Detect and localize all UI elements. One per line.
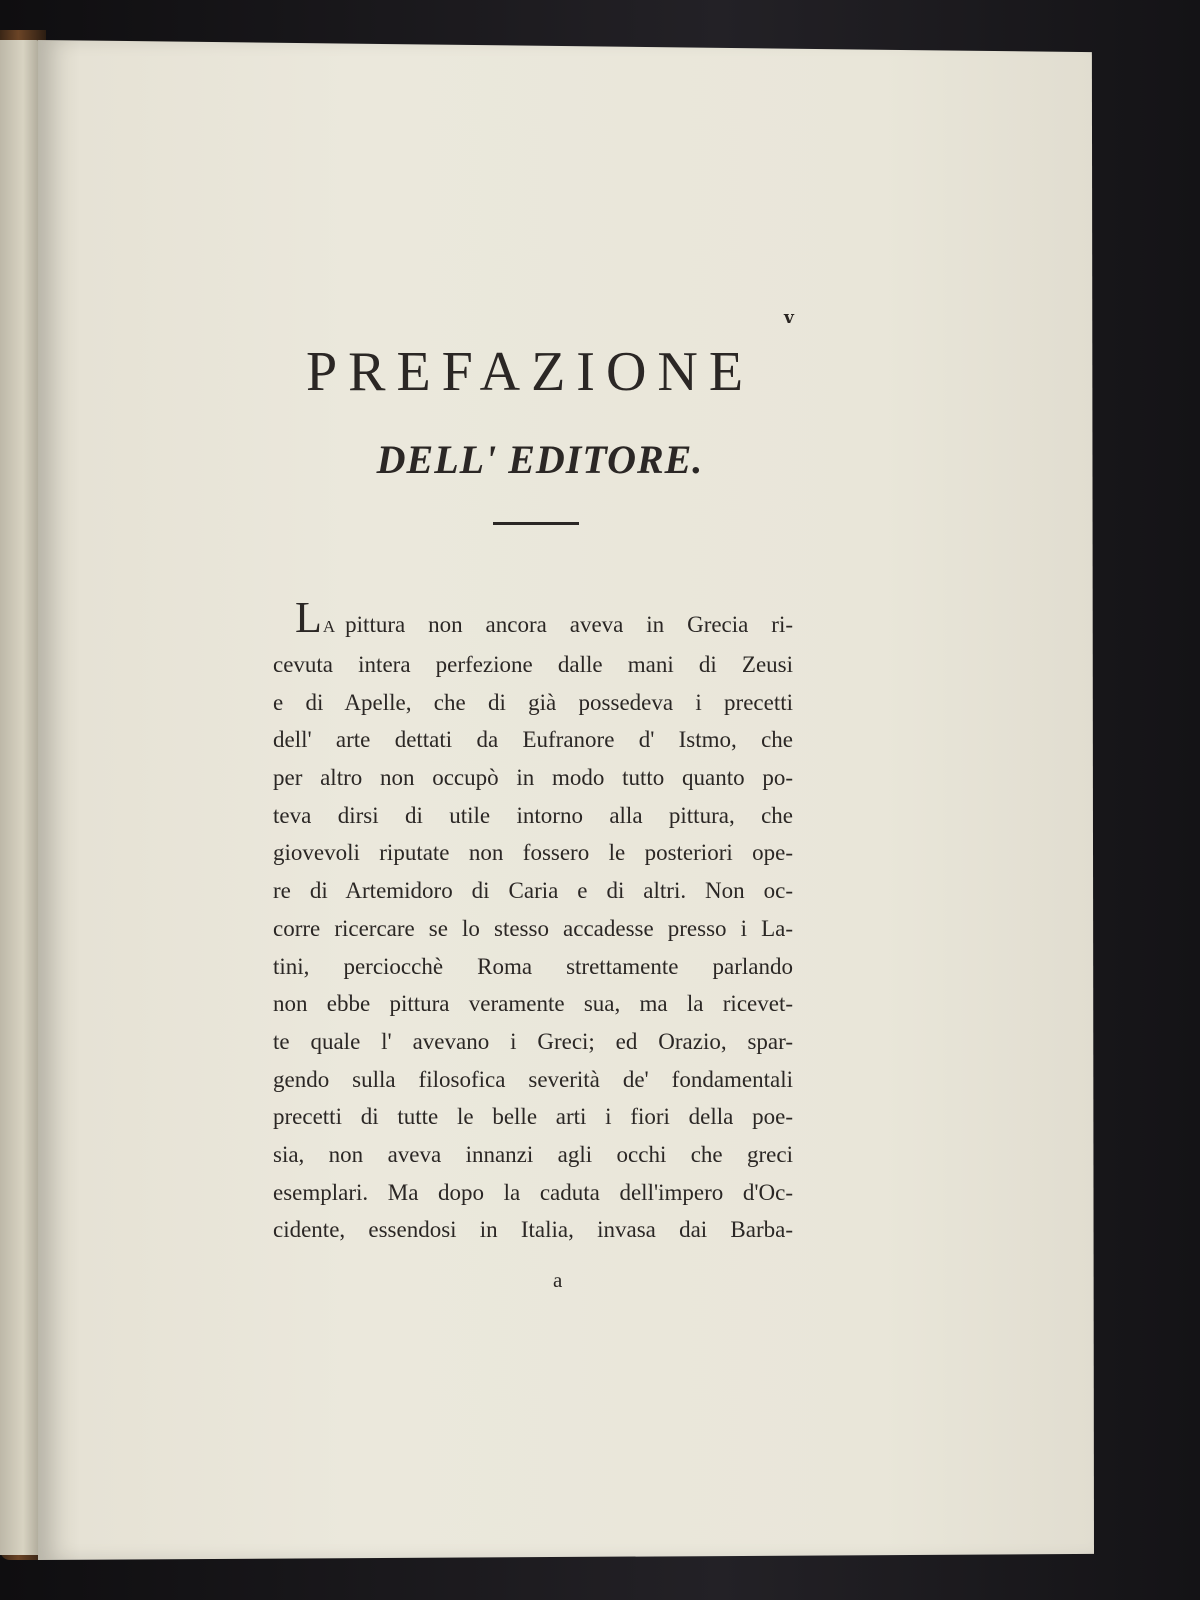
- text-line: corre ricercare se lo stesso accadesse presso i La-: [273, 915, 793, 941]
- first-line-text: pittura non ancora aveva in Grecia ri-: [345, 612, 793, 637]
- text-line: per altro non occupò in modo tutto quanto po-: [273, 765, 793, 791]
- page-title: PREFAZIONE: [305, 341, 755, 403]
- text-line: non ebbe pittura veramente sua, ma la ricevet-: [273, 991, 793, 1017]
- page-subtitle: DELL' EDITORE.: [376, 437, 704, 482]
- catchword: a: [553, 1268, 563, 1292]
- text-line: precetti di tutte le belle arti i fiori della poe-: [273, 1104, 793, 1130]
- text-line: gendo sulla filosofica severità de' fondamentali: [273, 1066, 793, 1092]
- text-line: te quale l' avevano i Greci; ed Orazio, spar-: [273, 1028, 793, 1054]
- text-line: tini, perciocchè Roma strettamente parlando: [273, 953, 793, 979]
- drop-cap-continuation: A: [322, 617, 336, 636]
- text-line: esemplari. Ma dopo la caduta dell'impero d'Oc-: [273, 1179, 793, 1205]
- body-text: [273, 593, 793, 1249]
- text-line: re di Artemidoro di Caria e di altri. Non oc-: [273, 878, 793, 904]
- text-line: cevuta intera perfezione dalle mani di Zeusi: [273, 652, 793, 677]
- title-rule: [493, 522, 579, 525]
- text-line: e di Apelle, che di già possedeva i precetti: [273, 689, 793, 715]
- text-line: dell' arte dettati da Eufranore d' Istmo, che: [273, 727, 793, 753]
- text-line: teva dirsi di utile intorno alla pittura, che: [273, 802, 793, 828]
- text-line-first: [273, 593, 793, 646]
- text-line: giovevoli riputate non fossero le posteriori ope-: [273, 840, 793, 866]
- signature-mark: v: [784, 308, 794, 328]
- text-line: cidente, essendosi in Italia, invasa dai Barba-: [273, 1217, 793, 1243]
- drop-cap: L: [295, 593, 323, 642]
- text-line: sia, non aveva innanzi agli occhi che greci: [273, 1141, 793, 1167]
